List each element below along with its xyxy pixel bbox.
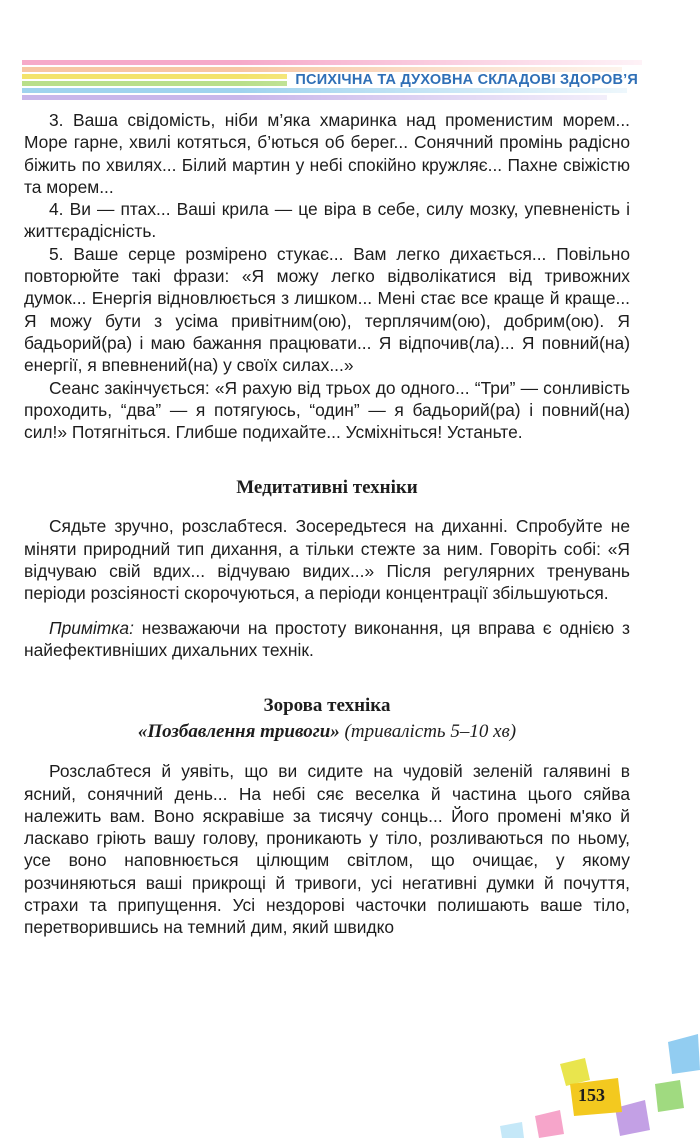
heading-meditation: Медитативні техніки xyxy=(236,477,418,499)
paragraph-step-4: 4. Ви — птах... Ваші крила — це віра в себе, силу мозку, упевненість і життєрадісність. xyxy=(24,199,630,242)
paragraph-visualization: Розслабтеся й уявіть, що ви сидите на чудовій зеленій галявині в ясний, сонячний день... На небі сяє веселка й частина цього сяйва належить вам. Воно яскравіше за тисячу сонць... Його промені м'яко й ласкаво гріють вашу голову, проникають у тіло, розливаються по ньому, усе воно наповнюється цілющим світлом, що очищає, у якому розчиняються ваші прикрощі й тривоги, усі негативні думки й почуття, страхи та припущення. Усі нездорові часточки полишають ваше тіло, перетворившись на темний дим, який швидко xyxy=(24,761,630,938)
note-text: незважаючи на простоту виконання, ця вправа є однією з найефективніших дихальних технік. xyxy=(24,617,630,660)
paragraph-session-end: Сеанс закінчується: «Я рахую від трьох до одного... “Три” — сонливість проходить, “два” — я потягуюсь, “один” — я бадьорий(ра) і повний(на) сил!» Потягніться. Глибше подихайте... Усміхніться! Устаньте. xyxy=(24,377,630,443)
paragraph-step-3: 3. Ваша свідомість, ніби м’яка хмаринка над променистим морем... Море гарне, хвилі котяться, б’ються об берег... Сонячний промінь радісно біжить по хвилях... Білий мартин у небі спокійно кружляє... Пахне свіжістю та морем... xyxy=(24,110,630,197)
paragraph-meditation: Сядьте зручно, розслабтеся. Зосередьтеся на диханні. Спробуйте не міняти природний тип дихання, а тільки стежте за ним. Говоріть собі: «Я відчуваю свій вдих... відчуваю видих...» Після регулярних тренувань періоди розсіяності скорочуються, а періоди концентрації збільшуються. xyxy=(24,516,630,604)
paragraph-step-5: 5. Ваше серце розмірено стукає... Вам легко дихається... Повільно повторюйте такі фрази: «Я можу легко відволікатися від тривожних думок... Енергія відновлюється з лишком... Мені стає все краще й краще... Я можу бути з усіма привітним(ою), терплячим(ою), добрим(ою). Я бадьорий(ра) і маю бажання працювати... Я відпочив(ла)... Я повний(на) енергії, я впевнений(на) у своїх силах...» xyxy=(24,243,630,376)
heading-visual-technique: Зорова техніка xyxy=(263,695,391,717)
subheading-name: «Позбавлення тривоги» xyxy=(137,721,340,743)
page-content xyxy=(24,109,630,939)
section-title: ПСИХІЧНА ТА ДУХОВНА СКЛАДОВІ ЗДОРОВ’Я xyxy=(287,72,638,88)
page-number: 153 xyxy=(578,1085,605,1105)
note-label: Примітка: xyxy=(49,617,134,638)
subheading-anxiety-relief xyxy=(24,718,630,746)
subheading-duration: (тривалість 5–10 хв) xyxy=(339,721,517,743)
paragraph-note xyxy=(24,617,630,662)
